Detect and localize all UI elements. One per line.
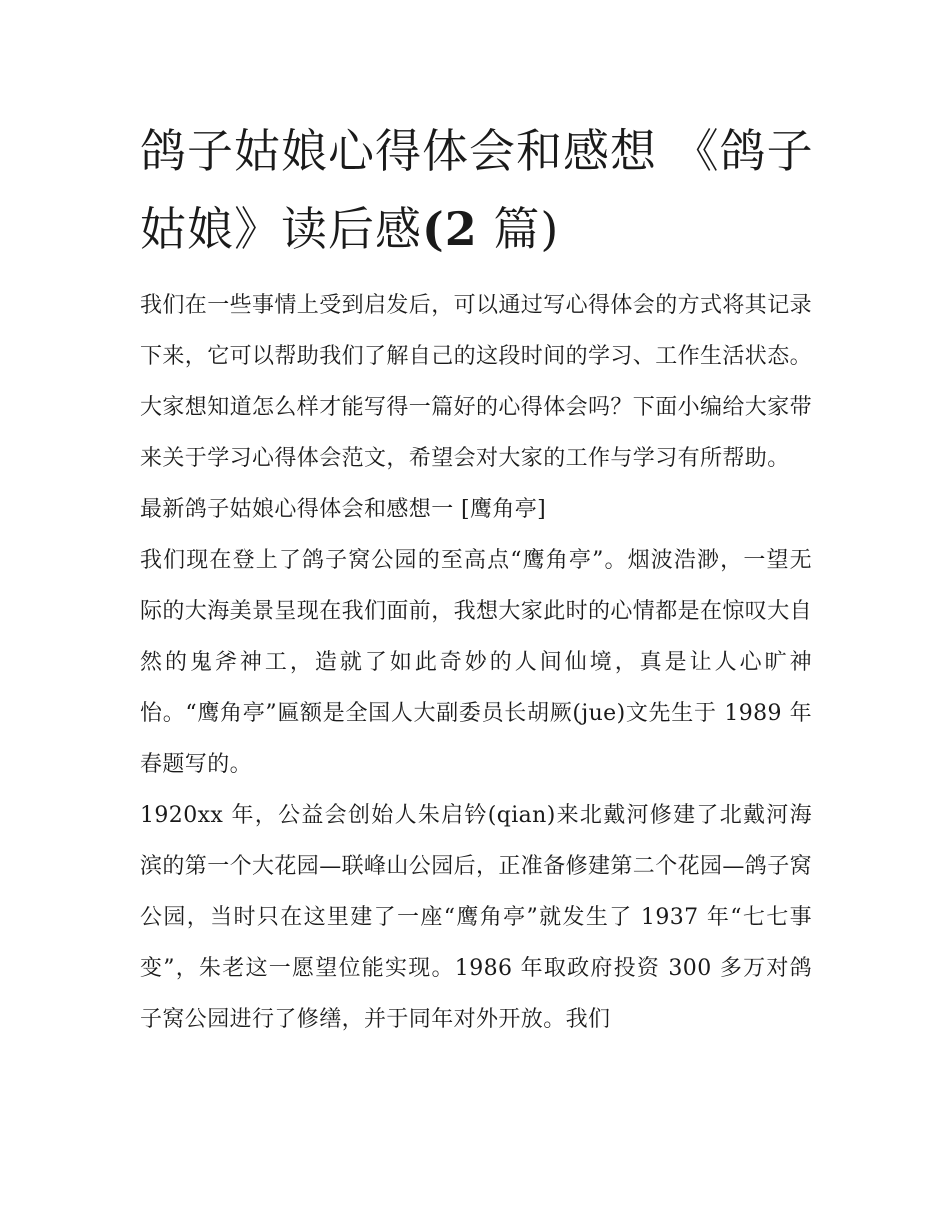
title-main: 鸽子姑娘心得体会和感想 《鸽子姑娘》读后感 xyxy=(140,124,814,256)
body-paragraph: 我们现在登上了鸽子窝公园的至高点“鹰角亭”。烟波浩渺，一望无际的大海美景呈现在我们面前，我想大家此时的心情都是在惊叹大自然的鬼斧神工，造就了如此奇妙的人间仙境，真是让人心旷神怡。“鹰角亭”匾额是全国人大副委员长胡厥(jue)文先生于 1989 年春题写的。 xyxy=(140,548,813,777)
title-suffix: 篇) xyxy=(477,202,560,256)
section-heading: 最新鸽子姑娘心得体会和感想一 [鹰角亭] xyxy=(140,497,547,522)
document-title xyxy=(140,112,820,268)
title-count: (2 xyxy=(422,202,478,256)
intro-paragraph: 我们在一些事情上受到启发后，可以通过写心得体会的方式将其记录下来，它可以帮助我们了解自己的这段时间的学习、工作生活状态。大家想知道怎么样才能写得一篇好的心得体会吗？下面小编给大家带来关于学习心得体会范文，希望会对大家的工作与学习有所帮助。 xyxy=(140,293,813,471)
body-paragraph: 1920xx 年，公益会创始人朱启钤(qian)来北戴河修建了北戴河海滨的第一个大花园—联峰山公园后，正准备修建第二个花园—鸽子窝公园，当时只在这里建了一座“鹰角亭”就发生了 1937 年“七七事变”，朱老这一愿望位能实现。1986 年取政府投资 300 多万对鸽子窝公园进行了修缮，并于同年对外开放。我们 xyxy=(140,803,813,1032)
document-body xyxy=(140,280,812,1045)
